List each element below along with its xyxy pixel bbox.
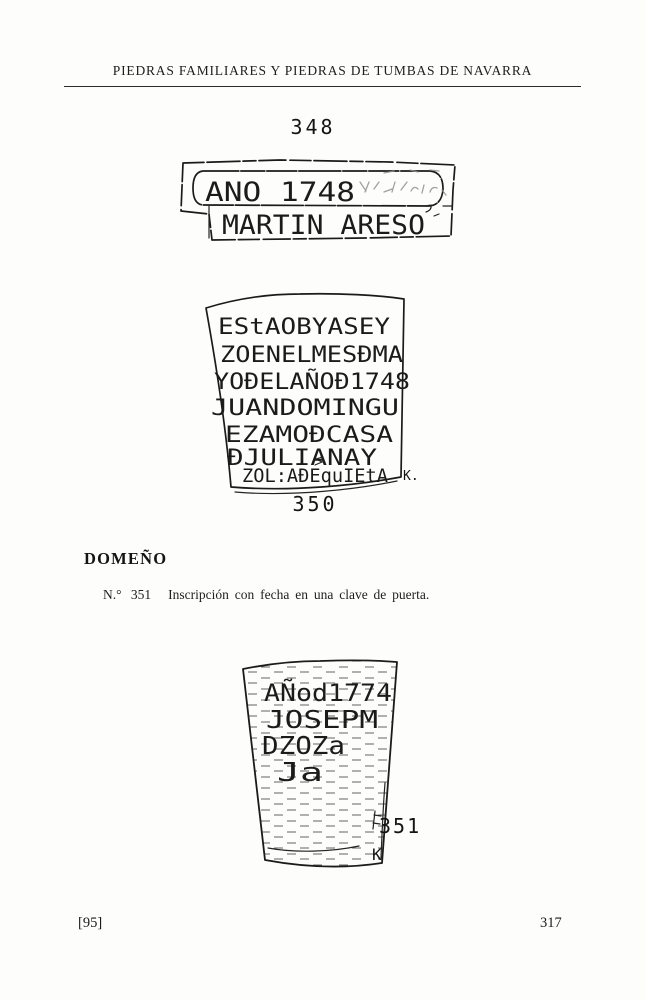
stone-348-drawing	[160, 148, 470, 253]
inscription-line: ZOL:AÐEquIEtA	[242, 465, 389, 487]
artist-mark: K.	[403, 469, 419, 484]
inscription-line: JUANDOMINGU	[211, 396, 399, 421]
inscription-line: YOÐELAÑOÐ1748	[214, 370, 387, 395]
inscription-line: EZAMOÐCASA	[225, 423, 393, 448]
catalog-description: Inscripción con fecha en una clave de puerta.	[168, 587, 430, 602]
weathered-marks	[360, 170, 446, 195]
page-header: PIEDRAS FAMILIARES Y PIEDRAS DE TUMBAS DE NAVARRA	[112, 63, 533, 78]
inscription-line: MARTIN ARESO	[222, 210, 425, 241]
inscription-line: ZOENELMESÐMA	[220, 343, 403, 368]
stone-351-drawing	[233, 653, 433, 873]
inscription-line: AÑod1774	[264, 679, 380, 707]
header-rule	[64, 86, 581, 87]
page-number: 317	[540, 915, 562, 931]
catalog-number: N.° 351	[103, 587, 152, 602]
inscription-line: ÐJULIANAY	[227, 446, 377, 471]
artist-mark: K	[372, 845, 382, 864]
figure-350-label: 350	[292, 492, 338, 516]
inscription-line: EStAOBYASEY	[218, 315, 390, 340]
inscription-line: DZOZa	[262, 731, 345, 760]
figure-348-label: 348	[290, 115, 336, 139]
inscription-line: ANO 1748	[205, 177, 355, 208]
inscription-line: Ja	[277, 758, 323, 788]
section-heading: DOMEÑO	[84, 549, 168, 568]
folio-number: [95]	[78, 915, 103, 931]
inscription-line: JOSEPM	[266, 705, 378, 734]
figure-351-label: 351	[379, 814, 422, 838]
catalog-entry	[103, 587, 429, 603]
